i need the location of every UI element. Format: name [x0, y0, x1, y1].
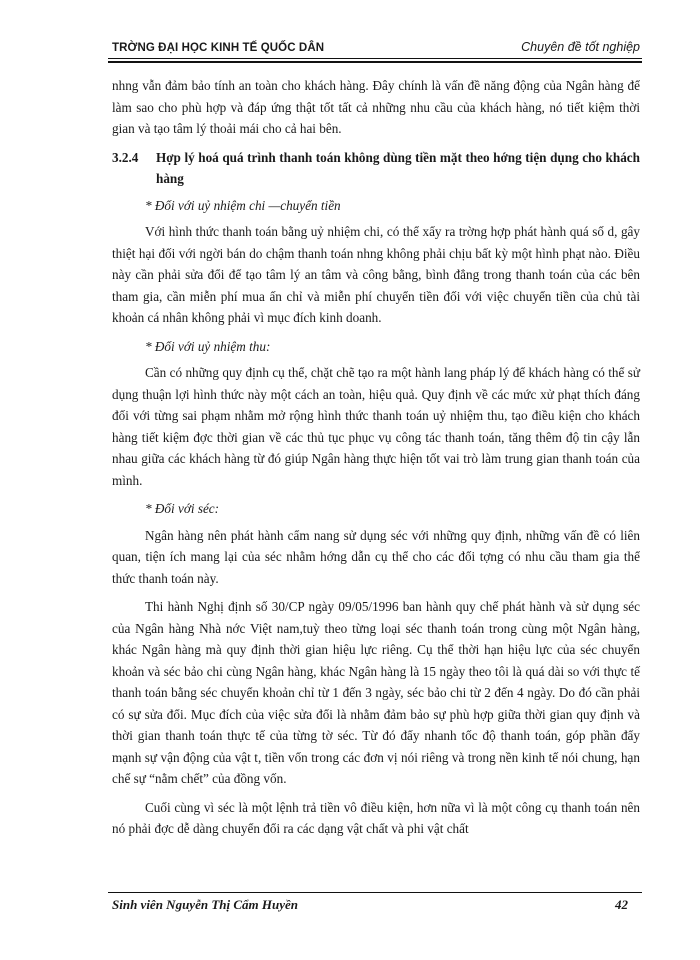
paragraph-cheque-conclusion: Cuối cùng vì séc là một lệnh trả tiền vô điều kiện, hơn nữa vì là một công cụ thanh toán nên nó phải đợc dễ dàng chuyển đổi ra các dạng vật chất và phi vật chất: [112, 799, 640, 836]
header-divider-thick: [108, 61, 642, 63]
footer-author: Sinh viên Nguyễn Thị Cẩm Huyền: [112, 897, 298, 912]
subheading-payment-order: * Đối với uỷ nhiệm chi —chuyển tiền: [145, 197, 341, 213]
intro-paragraph: nhng vẫn đảm bảo tính an toàn cho khách hàng. Đây chính là vấn đề năng động của Ngân hàng để làm sao cho phù hợp và đáp ứng thật tốt tất cả những nhu cầu của khách hàng, nó tiết kiệm thời gian và tạo tâm lý thoải mái cho cả hai bên.: [112, 78, 640, 136]
paragraph-payment-order: Với hình thức thanh toán bằng uỷ nhiệm chi, có thể xẩy ra trờng hợp phát hành quá số d, gây thiệt hại đối với ngời bán do chậm thanh toán nhng không phải chịu bất kỳ một hình phạt nào. Điều này cần phải sửa đổi để tạo tâm lý an tâm và công bằng, bình đẳng trong thanh toán của các bên tham gia, cần miễn phí mua ấn chỉ và miễn phí chuyển tiền đối với việc chuyển tiền của chủ tài khoản cá nhân không phải vì mục đích kinh doanh.: [112, 224, 640, 325]
page-number: 42: [615, 897, 628, 912]
paragraph-cheque-decree: Thi hành Nghị định số 30/CP ngày 09/05/1996 ban hành quy chế phát hành và sử dụng séc của Ngân hàng Nhà nớc Việt nam,tuỳ theo từng loại séc thanh toán trong cùng một Ngân hàng, khác Ngân hàng mà quy định thời gian hiệu lực riêng. Cụ thể thời hạn hiệu lực của séc chuyển khoản và séc bảo chi cùng Ngân hàng, khác Ngân hàng là 15 ngày theo tôi là quá dài so với thực tế thanh toán bằng séc chuyển khoản chỉ từ 1 đến 3 ngày, séc bảo chi từ 2 đến 4 ngày. Do đó cần phải có sự sửa đổi. Mục đích của việc sửa đổi là nhằm đảm bảo sự phù hợp giữa thời gian quy định và thời gian thanh toán thực tế của từng tờ séc. Từ đó đẩy nhanh tốc độ thanh toán, góp phần đẩy mạnh sự vận động của vật t, tiền vốn trong các đơn vị nói riêng và trong nền kinh tế nói chung, hạn chế sự “nằm chết” của đồng vốn.: [112, 599, 640, 786]
header-divider-thin: [108, 58, 642, 59]
footer-divider: [108, 892, 642, 893]
subheading-collection-order: * Đối với uỷ nhiệm thu:: [145, 338, 271, 354]
document-body: [112, 75, 640, 847]
paragraph-collection-order: Cần có những quy định cụ thể, chặt chẽ tạo ra một hành lang pháp lý để khách hàng có thể sử dụng thuận lợi hình thức này một cách an toàn, hiệu quả. Quy định về các mức xử phạt thích đáng đối với từng sai phạm nhằm mở rộng hình thức thanh toán uỷ nhiệm thu, tạo điều kiện cho khách hàng tiết kiệm đợc thời gian về các thủ tục phục vụ công tác thanh toán, tăng thêm độ tin cậy lẫn nhau giữa các khách hàng từ đó giúp Ngân hàng thực hiện tốt vai trò làm trung gian thanh toán của mình.: [112, 365, 640, 488]
section-heading: [112, 147, 640, 190]
subheading-cheque: * Đối với séc:: [145, 501, 220, 516]
header-thesis-type: Chuyên đề tốt nghiệp: [521, 40, 640, 54]
header-university: TRỜNG ĐẠI HỌC KINH TẾ QUỐC DÂN: [112, 42, 325, 54]
section-title: Hợp lý hoá quá trình thanh toán không dùng tiền mặt theo hớng tiện dụng cho khách hàng: [156, 149, 640, 186]
paragraph-cheque-handbook: Ngân hàng nên phát hành cẩm nang sử dụng séc với những quy định, những vấn đề có liên quan, tiện ích mang lại của séc nhằm hớng dẫn cụ thể cho các đối tợng có nhu cầu tham gia thể thức thanh toán này.: [112, 527, 640, 586]
section-number: 3.2.4: [112, 149, 139, 165]
